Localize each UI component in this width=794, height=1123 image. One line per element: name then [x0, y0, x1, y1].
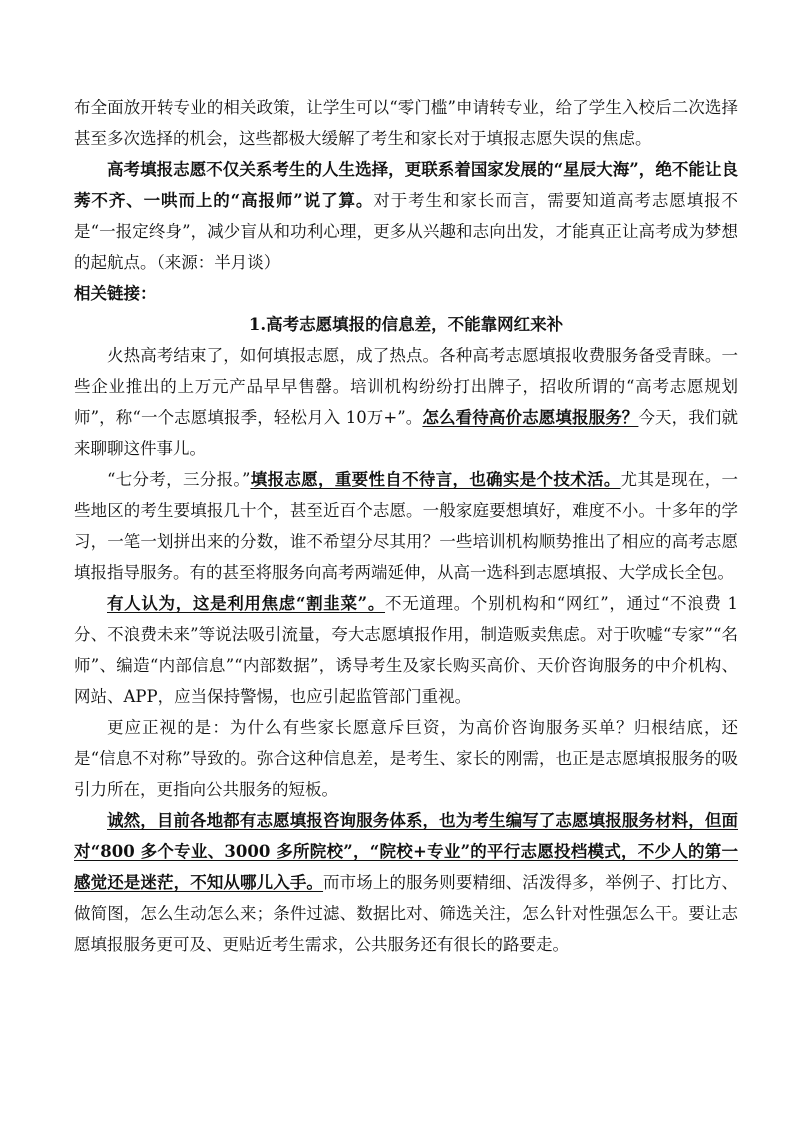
section-title: 1.高考志愿填报的信息差，不能靠网红来补 [248, 315, 564, 334]
paragraph-4-text-a: “七分考，三分报。” [107, 470, 251, 489]
paragraph-3-text-b: 今天，我们就来聊聊这件事儿。 [74, 408, 739, 458]
paragraph-6: 更应正视的是：为什么有些家长愿意斥巨资，为高价咨询服务买单？归根结底，还是“信息不对称”导致的。弥合这种信息差，是考生、家长的刚需，也正是志愿填报服务的吸引力所在，更指向公共服务的短板。 [74, 718, 738, 799]
paragraph-5-emphasis: 有人认为，这是利用焦虑“割韭菜”。 [107, 594, 386, 613]
paragraph-7 [74, 805, 738, 960]
paragraph-3-text-a: 火热高考结束了，如何填报志愿，成了热点。各种高考志愿填报收费服务备受青睐。一些企业推出的上万元产品早早售罄。培训机构纷纷打出牌子，招收所谓的“高考志愿规划师”，称“一个志愿填报季，轻松月入 10万+”。 [74, 346, 738, 427]
paragraph-1: 布全面放开转专业的相关政策，让学生可以“零门槛”申请转专业，给了学生入校后二次选择甚至多次选择的机会，这些都极大缓解了考生和家长对于填报志愿失误的焦虑。 [74, 98, 738, 148]
paragraph-2-text: 对于考生和家长而言，需要知道高考志愿填报不是“一报定终身”，减少盲从和功利心理，更多从兴趣和志向出发，才能真正让高考成为梦想的起航点。（来源：半月谈） [74, 191, 739, 272]
paragraph-3 [74, 340, 738, 464]
document-page [74, 92, 738, 960]
paragraph-2 [74, 154, 738, 278]
paragraph-5-text: 不无道理。个别机构和“网红”，通过“不浪费 1分、不浪费未来”等说法吸引流量，夸大志愿填报作用，制造贩卖焦虑。对于吹嘘“专家”“名师”、编造“内部信息”“内部数据”，诱导考生及家长购买高价、天价咨询服务的中介机构、网站、APP，应当保持警惕，也应引起监管部门重视。 [74, 594, 738, 706]
paragraph-4 [74, 464, 738, 588]
paragraph-3-emphasis: 怎么看待高价志愿填报服务？ [422, 408, 639, 427]
paragraph-7-text: 而市场上的服务则要精细、活泼得多，举例子、打比方、做简图，怎么生动怎么来；条件过滤、数据比对、筛选关注，怎么针对性强怎么干。要让志愿填报服务更可及、更贴近考生需求，公共服务还有很长的路要走。 [74, 873, 739, 954]
related-links-label: 相关链接： [74, 284, 157, 303]
paragraph-7-emphasis: 诚然，目前各地都有志愿填报咨询服务体系，也为考生编写了志愿填报服务材料，但面对“800 多个专业、3000 多所院校”，“院校+专业”的平行志愿投档模式，不少人的第一感觉还是迷茫，不知从哪儿入手。 [74, 811, 738, 892]
paragraph-5 [74, 588, 738, 712]
paragraph-2-bold: 高考填报志愿不仅关系考生的人生选择，更联系着国家发展的“星辰大海”，绝不能让良莠不齐、一哄而上的“高报师”说了算。 [74, 160, 738, 210]
paragraph-4-text-b: 尤其是现在，一些地区的考生要填报几十个，甚至近百个志愿。一般家庭要想填好，难度不小。十多年的学习，一笔一划拼出来的分数，谁不希望分尽其用？一些培训机构顺势推出了相应的高考志愿填报指导服务。有的甚至将服务向高考两端延伸，从高一选科到志愿填报、大学成长全包。 [74, 470, 738, 582]
paragraph-4-emphasis: 填报志愿，重要性自不待言，也确实是个技术活。 [250, 470, 621, 489]
